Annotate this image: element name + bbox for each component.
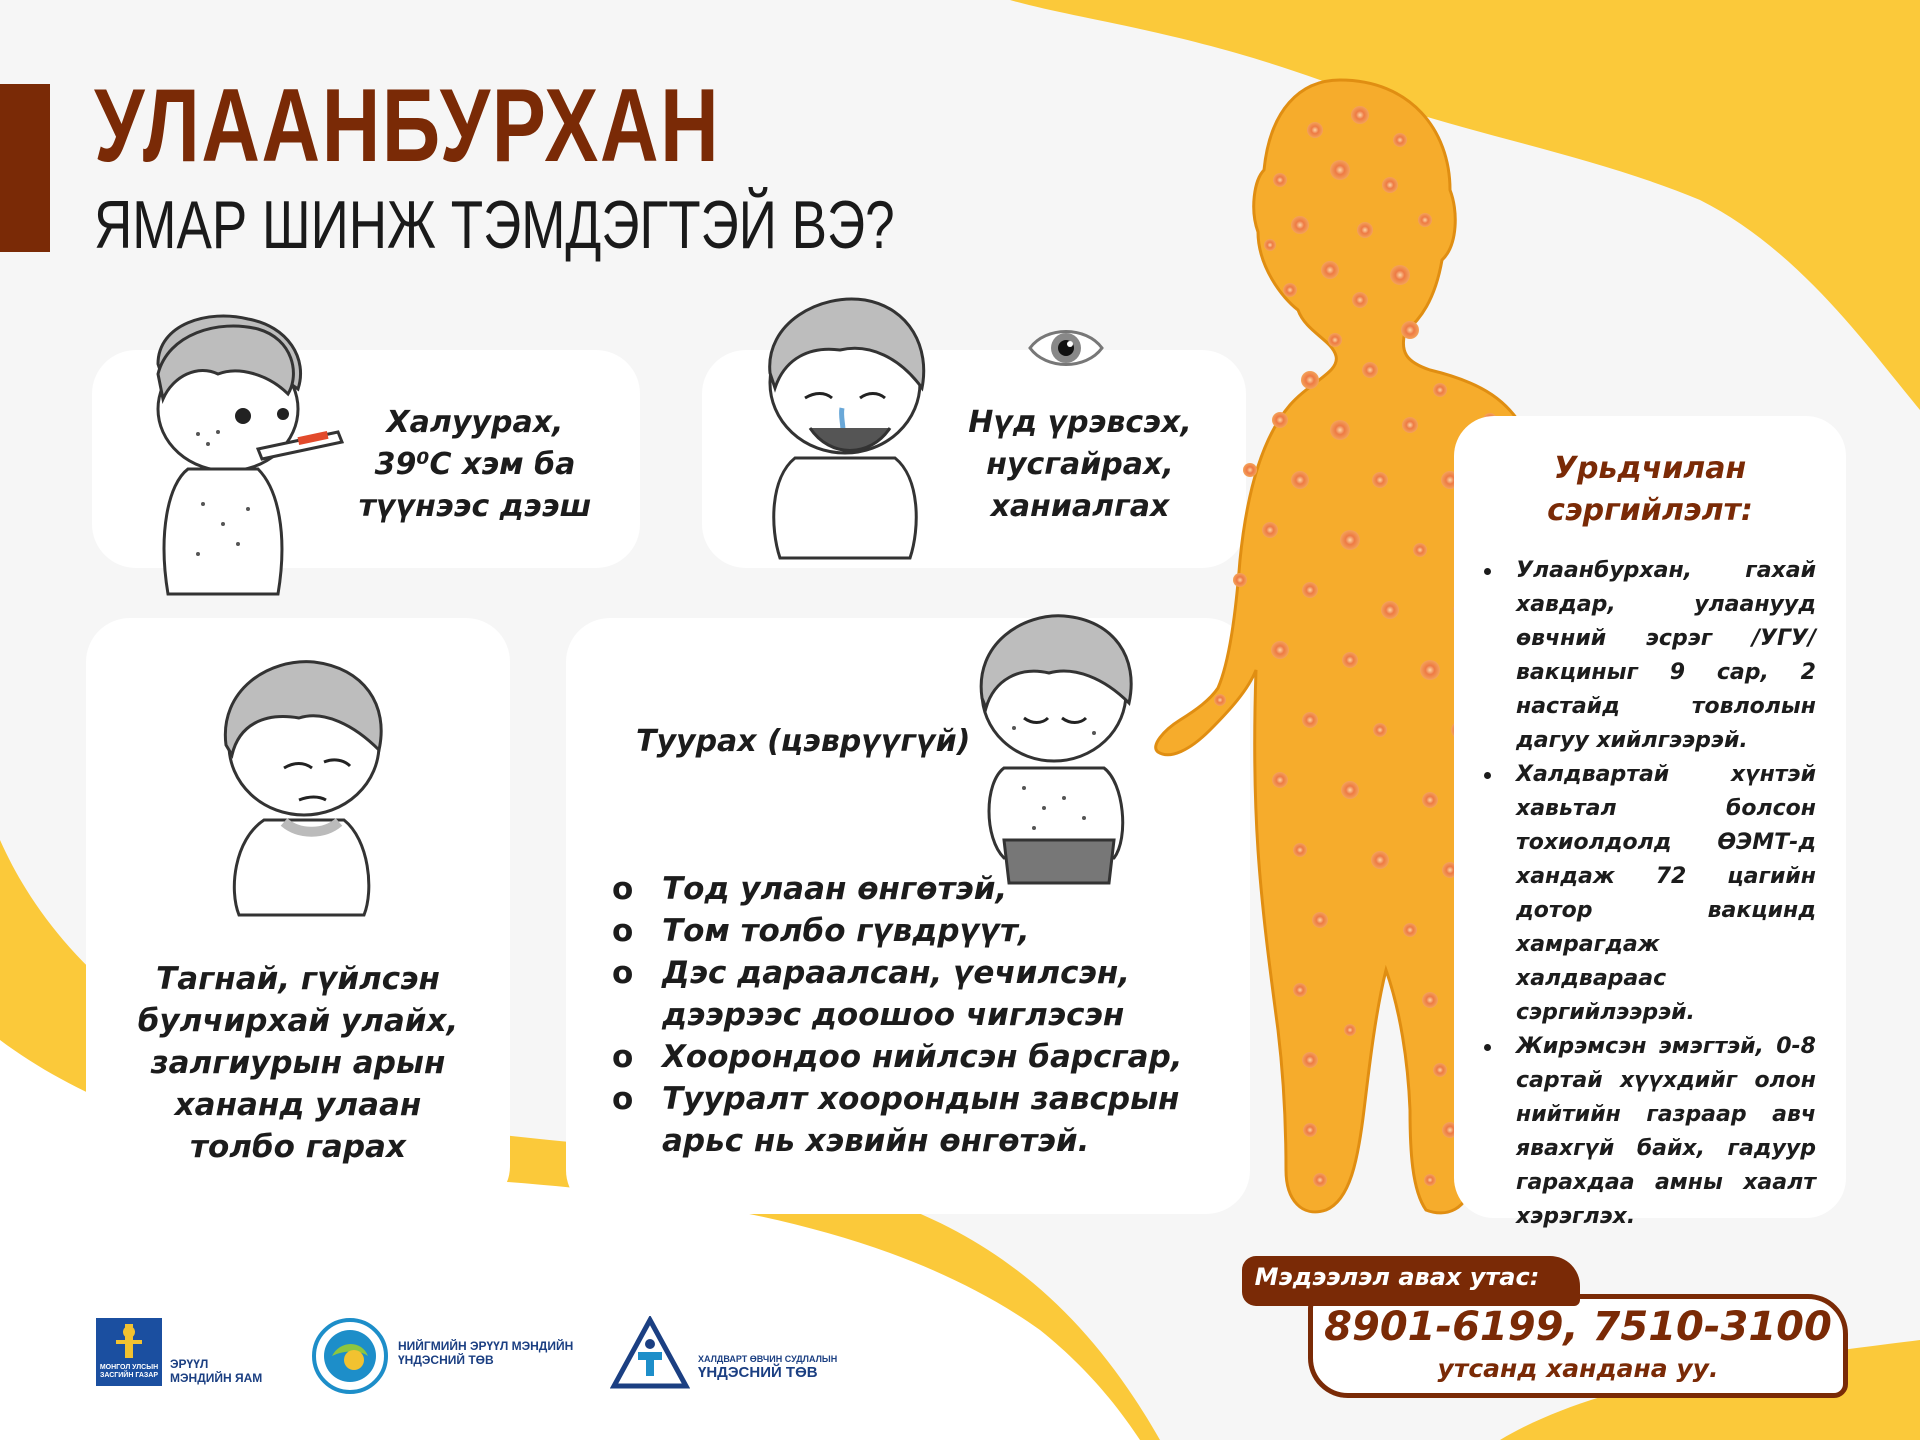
rash-title: Туурах (цэврүүгүй) <box>636 724 971 759</box>
rash-item: о Тууралт хоорондын завсрын арьс нь хэвийн өнгөтэй. <box>612 1081 1180 1159</box>
contact-label: Мэдээлэл авах утас: <box>1254 1263 1540 1291</box>
public-health-logo-text: НИЙГМИЙН ЭРҮҮЛ МЭНДИЙН ҮНДЭСНИЙ ТӨВ <box>398 1339 574 1367</box>
boy-fever-illustration <box>128 304 348 604</box>
prevention-list <box>1474 554 1816 1234</box>
contact-note: утсанд хандана уу. <box>1437 1354 1719 1383</box>
symptom-fever-text: Халуурах, 39⁰С хэм ба түүнээс дээш <box>358 405 592 524</box>
boy-sore-throat-illustration <box>204 650 404 920</box>
rash-item: о Дэс дараалсан, үечилсэн, дээрээс доошоо чиглэсэн <box>612 955 1131 1033</box>
prevention-title-line2: сэргийлэлт: <box>1547 493 1753 528</box>
bullet-icon <box>1484 568 1491 575</box>
rash-item: о Хоорондоо нийлсэн барсгар, <box>612 1039 1183 1075</box>
prevention-item: Улаанбурхан, гахай хавдар, улаанууд өвчний эсрэг /УГУ/ вакциныг 9 сар, 2 настайд товлолын дагуу хийлгээрэй. <box>1474 554 1816 758</box>
gov-logo-text: МОНГОЛ УЛСЫН ЗАСГИЙН ГАЗАР <box>99 1364 159 1380</box>
page-title: УЛААНБУРХАН <box>94 68 721 184</box>
ministry-logo-text: ЭРҮҮЛ МЭНДИЙН ЯАМ <box>170 1357 263 1385</box>
soyombo-icon <box>96 1318 162 1366</box>
symptom-eyes-text: Нүд үрэвсэх, нусгайрах, ханиалгах <box>968 405 1192 524</box>
boy-rash-illustration <box>964 608 1144 888</box>
bullet-icon <box>1484 1044 1491 1051</box>
prevention-title <box>1454 448 1846 532</box>
title-accent-bar <box>0 84 50 252</box>
gov-logo <box>96 1318 162 1386</box>
public-health-logo-icon <box>310 1316 390 1396</box>
symptom-throat-text: Тагнай, гүйлсэн булчирхай улайх, залгиурын арын хананд улаан толбо гарах <box>137 961 459 1165</box>
bullet-icon <box>1484 772 1491 779</box>
prevention-item: Халдвартай хүнтэй хавьтал болсон тохиолдолд ӨЭМТ-д хандаж 72 цагийн дотор вакцинд хамрагдаж халдвараас сэргийлээрэй. <box>1474 758 1816 1030</box>
rash-item: о Том толбо гүвдрүүт, <box>612 913 1030 949</box>
rash-list <box>612 868 1212 1162</box>
eye-icon <box>1026 320 1106 376</box>
contact-phone-numbers: 8901-6199, 7510-3100 <box>1324 1304 1832 1350</box>
nccd-logo-text: ХАЛДВАРТ ӨВЧИН СУДЛАЛЫН ҮНДЭСНИЙ ТӨВ <box>698 1354 838 1382</box>
nccd-logo-icon <box>610 1316 690 1390</box>
boy-runny-nose-illustration <box>750 288 940 568</box>
rash-item: о Тод улаан өнгөтэй, <box>612 871 1008 907</box>
prevention-item: Жирэмсэн эмэгтэй, 0-8 сартай хүүхдийг олон нийтийн газраар авч явахгүй байх, гадуур гарахдаа амны хаалт хэрэглэх. <box>1474 1030 1816 1234</box>
page-subtitle: ЯМАР ШИНЖ ТЭМДЭГТЭЙ ВЭ? <box>94 187 895 263</box>
prevention-title-line1: Урьдчилан <box>1553 451 1747 486</box>
